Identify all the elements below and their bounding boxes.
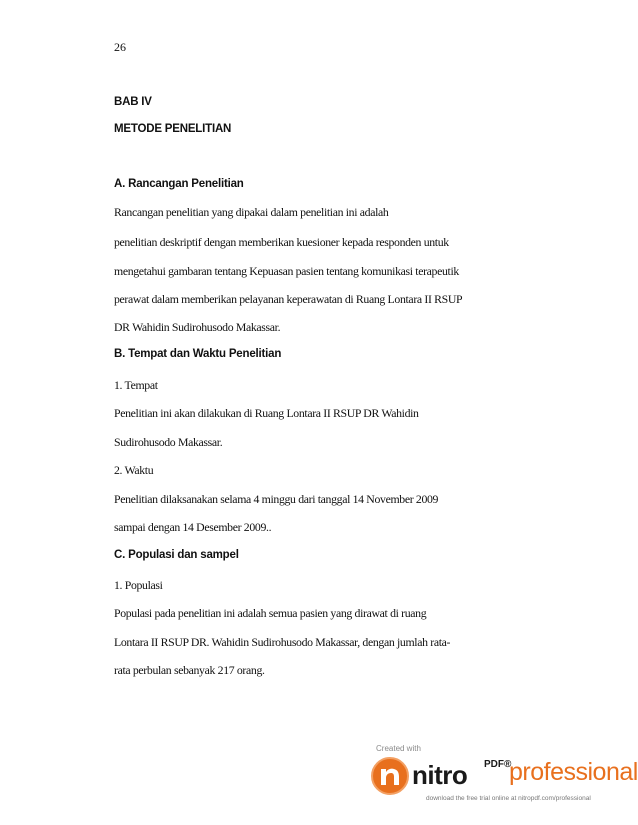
chapter-title: METODE PENELITIAN bbox=[114, 123, 232, 135]
section-c-line: Populasi pada penelitian ini adalah semua pasien yang dirawat di ruang bbox=[114, 606, 427, 620]
chapter-label: BAB IV bbox=[114, 96, 152, 108]
section-a-heading: A. Rancangan Penelitian bbox=[114, 178, 244, 190]
section-b-line: sampai dengan 14 Desember 2009.. bbox=[114, 520, 272, 534]
section-c-line: rata perbulan sebanyak 217 orang. bbox=[114, 663, 265, 677]
nitro-logo-icon bbox=[370, 756, 410, 801]
section-a-line: Rancangan penelitian yang dipakai dalam penelitian ini adalah bbox=[114, 205, 389, 219]
nitro-watermark bbox=[370, 742, 638, 825]
section-c-line: 1. Populasi bbox=[114, 578, 163, 592]
watermark-brand: nitro bbox=[412, 760, 468, 790]
watermark-created-with: Created with bbox=[376, 744, 421, 753]
section-b-line: Penelitian dilaksanakan selama 4 minggu dari tanggal 14 November 2009 bbox=[114, 492, 439, 506]
section-b-heading: B. Tempat dan Waktu Penelitian bbox=[114, 348, 282, 360]
watermark-pdf-mark: PDF® bbox=[484, 759, 512, 770]
section-a-line: DR Wahidin Sudirohusodo Makassar. bbox=[114, 320, 281, 334]
watermark-download-text: download the free trial online at nitropdf.com/professional bbox=[426, 795, 591, 802]
section-b-line: Penelitian ini akan dilakukan di Ruang Lontara II RSUP DR Wahidin bbox=[114, 406, 419, 420]
section-b-line: 2. Waktu bbox=[114, 463, 154, 477]
section-a-line: mengetahui gambaran tentang Kepuasan pasien tentang komunikasi terapeutik bbox=[114, 264, 459, 278]
section-b-line: Sudirohusodo Makassar. bbox=[114, 435, 223, 449]
section-b-line: 1. Tempat bbox=[114, 378, 158, 392]
watermark-edition: professional bbox=[509, 758, 638, 786]
section-a-line: penelitian deskriptif dengan memberikan kuesioner kepada responden untuk bbox=[114, 235, 449, 249]
section-a-line: perawat dalam memberikan pelayanan keperawatan di Ruang Lontara II RSUP bbox=[114, 292, 463, 306]
page-number: 26 bbox=[114, 40, 126, 54]
section-c-heading: C. Populasi dan sampel bbox=[114, 549, 239, 561]
section-c-line: Lontara II RSUP DR. Wahidin Sudirohusodo Makassar, dengan jumlah rata- bbox=[114, 635, 451, 649]
